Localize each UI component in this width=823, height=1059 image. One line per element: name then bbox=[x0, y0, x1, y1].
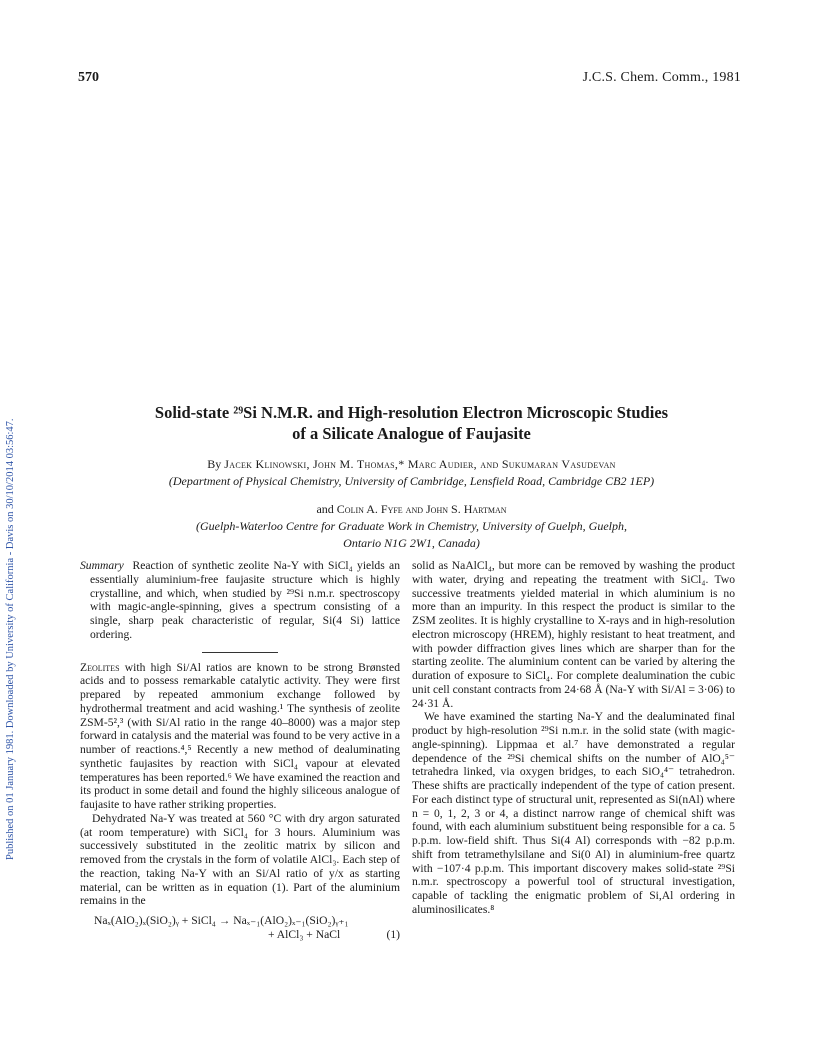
left-column bbox=[80, 559, 400, 948]
authors-prefix-2: and bbox=[316, 502, 337, 516]
equation-line-2: + AlCl₃ + NaCl bbox=[268, 928, 341, 941]
author-names-1: Jacek Klinowski, John M. Thomas,* Marc Audier, and Sukumaran Vasudevan bbox=[224, 457, 616, 471]
affiliation-2b: Ontario N1G 2W1, Canada) bbox=[343, 536, 480, 550]
summary-label: Summary bbox=[80, 559, 124, 572]
summary-text: Reaction of synthetic zeolite Na-Y with SiCl₄ yields an essentially aluminium-free faujasite structure which is highly crystalline, and which, when studied by ²⁹Si n.m.r. spectroscopy with magic-angle-spinning, gives a spectrum consisting of a single, sharp peak characteristic of regular, Si(4 Si) lattice ordering. bbox=[90, 559, 400, 641]
author-block-1 bbox=[90, 456, 733, 490]
equation-number: (1) bbox=[386, 928, 400, 941]
title-line-1: Solid-state ²⁹Si N.M.R. and High-resolution Electron Microscopic Studies bbox=[154, 403, 669, 422]
intro-paragraph bbox=[80, 661, 400, 812]
article-title bbox=[90, 402, 733, 444]
title-line-2: of a Silicate Analogue of Faujasite bbox=[292, 424, 531, 443]
affiliation-2a: (Guelph-Waterloo Centre for Graduate Work in Chemistry, University of Guelph, Guelph, bbox=[196, 519, 627, 533]
authors-prefix: By bbox=[207, 457, 225, 471]
section-divider bbox=[202, 652, 278, 653]
results-paragraph-2: We have examined the starting Na-Y and the dealuminated final product by high-resolution ²⁹Si n.m.r. in the solid state (with magic-angle-spinning). Lippmaa et al.⁷ have demonstrated a regular dependence of the ²⁹Si chemical shifts on the number of AlO₄⁵⁻ tetrahedra linked, via oxygen bridges, to each SiO₄⁴⁻ tetrahedron. These shifts are practically independent of the type of cation present. For each distinct type of structural unit, represented as Si(nAl) where n = 0, 1, 2, 3 or 4, a distinct narrow range of chemical shift was found, with each aluminium substituent being responsible for a ca. 5 p.p.m. low-field shift. Thus Si(4 Al) corresponds with −82 p.p.m. shift from tetramethylsilane and Si(0 Al) in aluminium-free quartz with −107·4 p.p.m. This important discovery makes solid-state ²⁹Si n.m.r. spectroscopy a powerful tool of structural investigation, capable of tackling the enigmatic problem of Si,Al ordering in aluminosilicates.⁸ bbox=[412, 710, 735, 916]
right-column bbox=[412, 559, 735, 917]
intro-text: with high Si/Al ratios are known to be strong Brønsted acids and to possess remarkable catalytic activity. They were first prepared by repeated ammonium exchange followed by hydrothermal treatment and acid washing.¹ The synthesis of zeolite ZSM-5²,³ (with Si/Al ratio in the range 40–8000) was a major step forward in catalysis and the material was found to be very active in a number of reactions.⁴,⁵ Recently a new method of dealuminating synthetic faujasites by reaction with SiCl₄ vapour at elevated temperatures has been reported.⁶ We have examined the reaction and its product in some detail and found the highly siliceous analogue of faujasite to have rather striking properties. bbox=[80, 660, 400, 811]
intro-lead-word: Zeolites bbox=[80, 660, 120, 674]
publication-notice[interactable]: Published on 01 January 1981. Downloaded by University of California - Davis on 30/10/2014 03:56:47. bbox=[5, 418, 16, 860]
summary-paragraph bbox=[80, 559, 400, 642]
author-names-2: Colin A. Fyfe and John S. Hartman bbox=[336, 502, 507, 516]
author-line-2 bbox=[90, 501, 733, 518]
author-line-1 bbox=[90, 456, 733, 473]
method-paragraph: Dehydrated Na-Y was treated at 560 °C with dry argon saturated (at room temperature) with SiCl₄ for 3 hours. Aluminium was successively substituted in the zeolitic matrix by silicon and removed from the crystals in the form of volatile AlCl₃. Each step of the reaction, taking Na-Y with an Si/Al ratio of y/x as starting material, can be written as in equation (1). Part of the aluminium remains in the bbox=[80, 811, 400, 908]
equation-1 bbox=[80, 914, 400, 948]
equation-line-1: Naₓ(AlO₂)ₓ(SiO₂)ᵧ + SiCl₄ → Naₓ₋₁(AlO₂)ₓ₋₁(SiO₂)ᵧ₊₁ bbox=[94, 914, 349, 927]
affiliation-1: (Department of Physical Chemistry, University of Cambridge, Lensfield Road, Cambridge CB2 1EP) bbox=[168, 474, 655, 488]
author-block-2 bbox=[90, 501, 733, 552]
page-number: 570 bbox=[78, 70, 99, 85]
journal-header: J.C.S. Chem. Comm., 1981 bbox=[582, 70, 741, 85]
results-paragraph-1: solid as NaAlCl₄, but more can be removed by washing the product with water, drying and repeating the treatment with SiCl₄. Two successive treatments yielded material in which aluminium is no more than an impurity. In this respect the product is similar to the ZSM zeolites. It is highly crystalline to X-rays and in high-resolution electron microscopy (HREM), highly resistant to heat treatment, and with powder diffraction gives lines which are sharper than for the starting zeolite. The aluminium content can be varied by altering the duration of exposure to SiCl₄. For complete dealumination the cubic unit cell constant contracts from 24·68 Å (Na-Y with Si/Al = 3·06) to 24·31 Å. bbox=[412, 559, 735, 710]
